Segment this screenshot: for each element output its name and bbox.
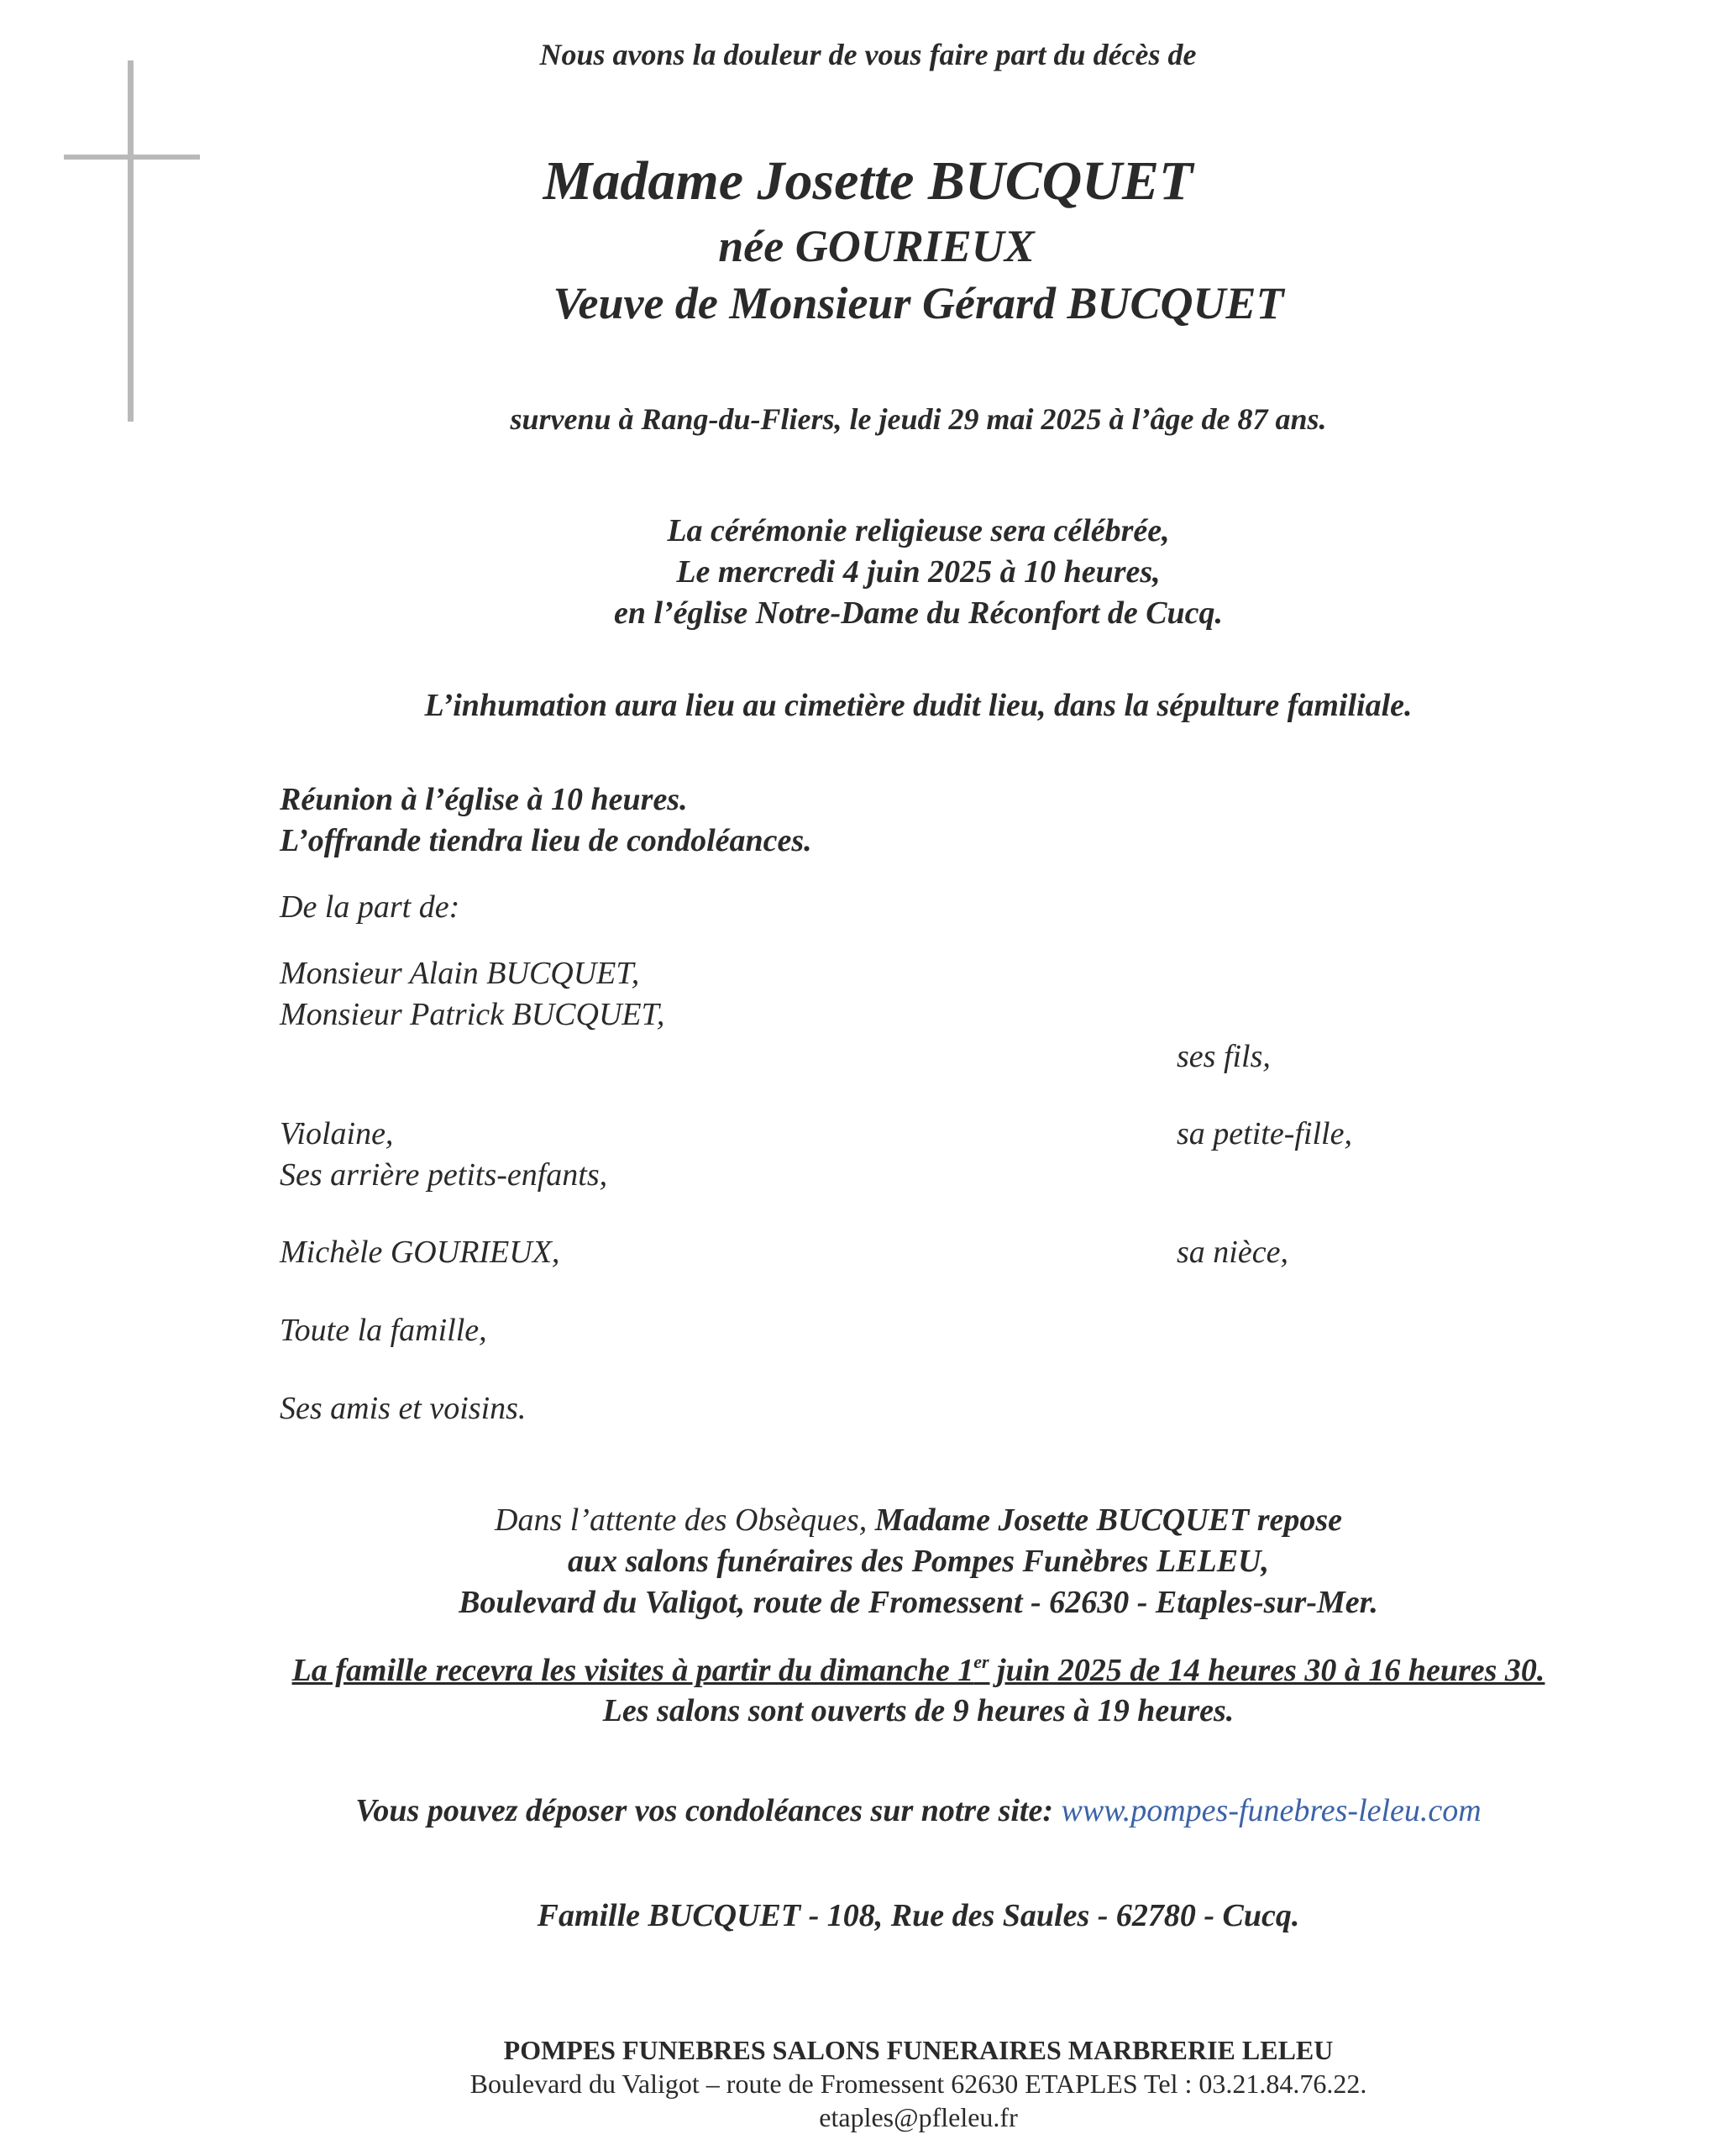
family-son-1: Monsieur Alain BUCQUET, (280, 956, 640, 991)
website-link[interactable]: www.pompes-funebres-leleu.com (1061, 1793, 1482, 1828)
deceased-name: Madame Josette BUCQUET (543, 150, 1193, 212)
repose-line-3: Boulevard du Valigot, route de Fromessent - 62630 - Etaples-sur-Mer. (459, 1585, 1378, 1620)
meeting-line-1: Réunion à l’église à 10 heures. (280, 782, 688, 817)
ceremony-line-1: La cérémonie religieuse sera célébrée, (667, 513, 1170, 548)
family-address: Famille BUCQUET - 108, Rue des Saules - 62780 - Cucq. (537, 1898, 1300, 1933)
family-friends: Ses amis et voisins. (280, 1391, 527, 1426)
visits-line (50, 1652, 1736, 1689)
maiden-name: née GOURIEUX (718, 221, 1035, 271)
repose-prefix: Dans l’attente des Obsèques, (495, 1502, 868, 1538)
salon-hours: Les salons sont ouverts de 9 heures à 19 heures. (602, 1693, 1235, 1728)
family-niece-relation: sa nièce, (1177, 1235, 1288, 1270)
repose-name: Madame Josette BUCQUET repose (874, 1502, 1342, 1538)
family-whole: Toute la famille, (280, 1313, 487, 1348)
condolences-text: Vous pouvez déposer vos condoléances sur notre site: (355, 1793, 1053, 1828)
repose-line-1 (50, 1502, 1736, 1539)
family-niece: Michèle GOURIEUX, (280, 1235, 560, 1270)
family-granddaughter-relation: sa petite-fille, (1177, 1116, 1352, 1151)
widow-line: Veuve de Monsieur Gérard BUCQUET (553, 278, 1284, 328)
repose-line-2: aux salons funéraires des Pompes Funèbres LELEU, (567, 1544, 1270, 1579)
intro-text: Nous avons la douleur de vous faire part du décès de (539, 38, 1197, 71)
death-notice: survenu à Rang-du-Fliers, le jeudi 29 mai 2025 à l’âge de 87 ans. (510, 402, 1327, 436)
family-sons-relation: ses fils, (1177, 1039, 1271, 1074)
visits-part-1: La famille recevra les visites à partir du dimanche 1 (291, 1653, 974, 1688)
visits-part-2: juin 2025 de 14 heures 30 à 16 heures 30. (989, 1653, 1545, 1688)
from-label: De la part de: (280, 889, 460, 925)
meeting-line-2: L’offrande tiendra lieu de condoléances. (280, 823, 812, 858)
footer-company: POMPES FUNEBRES SALONS FUNERAIRES MARBRERIE LELEU (503, 2035, 1334, 2065)
family-great-grandchildren: Ses arrière petits-enfants, (280, 1157, 608, 1193)
visits-sup: er (973, 1651, 989, 1672)
family-son-2: Monsieur Patrick BUCQUET, (280, 997, 665, 1032)
burial-text: L’inhumation aura lieu au cimetière dudit lieu, dans la sépulture familiale. (424, 688, 1413, 723)
family-granddaughter: Violaine, (280, 1116, 394, 1151)
ceremony-line-3: en l’église Notre-Dame du Réconfort de Cucq. (613, 595, 1224, 631)
footer-email[interactable]: etaples@pfleleu.fr (819, 2102, 1018, 2132)
ceremony-line-2: Le mercredi 4 juin 2025 à 10 heures, (676, 554, 1161, 590)
footer-address: Boulevard du Valigot – route de Fromessent 62630 ETAPLES Tel : 03.21.84.76.22. (469, 2069, 1367, 2099)
condolences-line (50, 1792, 1736, 1829)
